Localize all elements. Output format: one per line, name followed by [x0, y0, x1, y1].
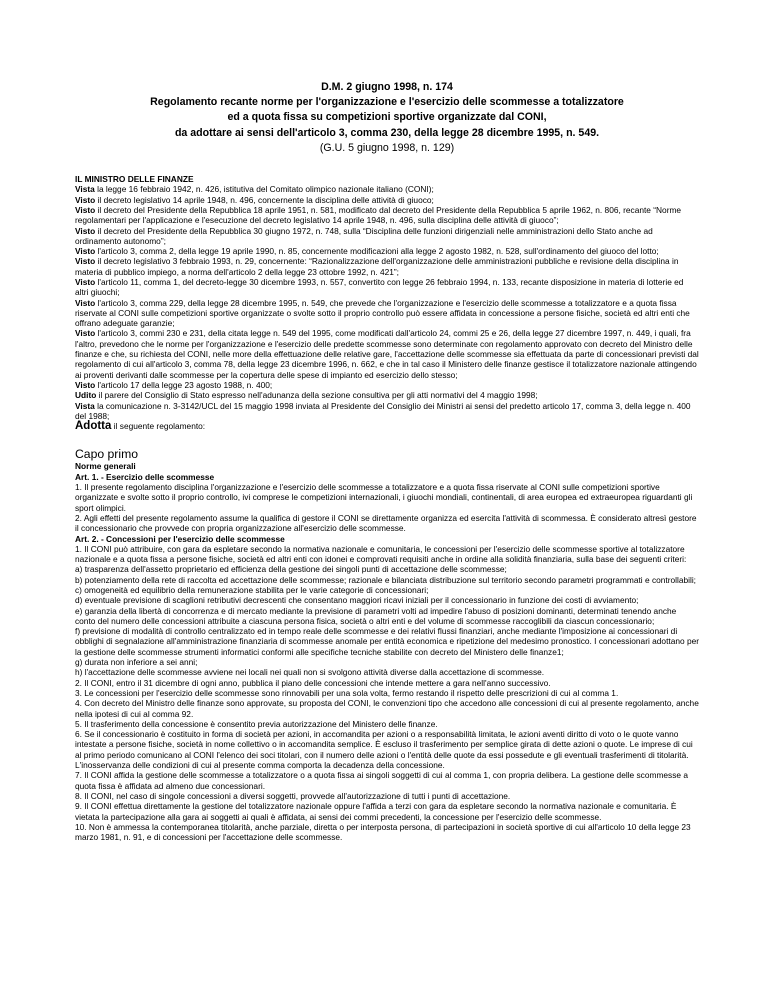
article-paragraph: 4. Con decreto del Ministro delle finanze sono approvate, su proposta del CONI, le convenzioni tipo che accedono alle concessioni di cui al presente regolamento, anche nella ipotesi di cui al comma 92.: [75, 698, 699, 719]
article-paragraph: 5. Il trasferimento della concessione è consentito previa autorizzazione del Ministero delle finanze.: [75, 718, 438, 729]
preamble-text: l'articolo 3, commi 230 e 231, della citata legge n. 549 del 1995, come modificati dall'articolo 24, commi 25 e 26, della legge 27 dicembre 1997, n. 449, i quali, fra l'altro, prevedono che le norme per l'organizzazione e l'esercizio delle predette scommesse sono determinate con regolamento approvato con decreto del Ministro delle finanze e che, su richiesta del CONI, nelle more della effettuazione delle relative gare, l'accettazione delle scommesse sia effettuata da parte di concessionari previsti dal regolamento di cui all'articolo 3, comma 78, della legge 23 dicembre 1996, n. 662, e che in tal caso il Ministero delle finanze gestisce il totalizzatore nazionale attingendo ai proventi derivanti dalle scommesse per la copertura delle spese di impianto ed esercizio dello stesso;: [75, 328, 699, 380]
preamble-text: il decreto del Presidente della Repubblica 30 giugno 1972, n. 748, sulla “Disciplina delle funzioni dirigenziali nelle amministrazioni dello Stato anche ad ordinamento autonomo”;: [75, 225, 653, 246]
preamble-text: l'articolo 3, comma 2, della legge 19 aprile 1990, n. 85, concernente modificazioni alla legge 2 agosto 1982, n. 528, sull'ordinamento del giuoco del lotto;: [95, 246, 659, 257]
adoption-keyword: Adotta: [75, 420, 112, 433]
preamble-keyword: Visto: [75, 225, 96, 236]
article-paragraph: 2. Agli effetti del presente regolamento assume la qualifica di gestore il CONI se direttamente organizza ed esercita l'attività di scommessa. È considerato altresì gestore il concessionario che provvede con propria organizzazione all'esercizio delle scommesse.: [75, 512, 697, 534]
preamble-keyword: Udito: [75, 390, 97, 401]
preamble-keyword: Visto: [75, 256, 96, 267]
article-paragraph: 10. Non è ammessa la contemporanea titolarità, anche parziale, diretta o per interposta persona, di partecipazioni in società sportive di cui all'articolo 10 della legge 23 marzo 1981, n. 91, e di concessioni per l'accettazione delle scommesse.: [75, 821, 691, 843]
document-body: [75, 174, 699, 842]
preamble-text: il parere del Consiglio di Stato espresso nell'adunanza della sezione consultiva per gli atti normativi del 4 maggio 1998;: [96, 390, 538, 401]
article-paragraph: h) l'accettazione delle scommesse avviene nei locali nei quali non si svolgono attività diverse dalla accettazione di scommesse.: [75, 667, 545, 678]
article-paragraph: b) potenziamento della rete di raccolta ed accettazione delle scommesse; razionale e bilanciata distribuzione sul territorio secondo parametri programmati e controllabili;: [75, 574, 696, 585]
preamble-keyword: Visto: [75, 297, 96, 308]
preamble-keyword: Visto: [75, 379, 96, 390]
gazette-reference: (G.U. 5 giugno 1998, n. 129): [319, 141, 455, 154]
adoption-statement: [75, 421, 699, 431]
preamble-item: [75, 184, 699, 194]
preamble-keyword: Visto: [75, 246, 96, 257]
article-paragraph: 9. Il CONI effettua direttamente la gestione del totalizzatore nazionale oppure l'affida a terzi con gara da espletare secondo la normativa nazionale e comunitaria. È vietata la partecipazione alla gara ai soggetti ai quali è affidata, ai sensi dei commi precedenti, la concessione per l'esercizio delle scommesse.: [75, 801, 677, 822]
article-1-title: Art. 1. - Esercizio delle scommesse: [75, 471, 215, 482]
decree-title-line-3: da adottare ai sensi dell'articolo 3, comma 230, della legge 28 dicembre 1995, n. 549.: [174, 126, 600, 139]
preamble-item: [75, 390, 699, 400]
article-2-title: Art. 2. - Concessioni per l'esercizio delle scommesse: [75, 533, 285, 544]
article-paragraph: 2. Il CONI, entro il 31 dicembre di ogni anno, pubblica il piano delle concessioni che intende mettere a gara nell'anno successivo.: [75, 677, 551, 688]
preamble-item: [75, 277, 699, 298]
preamble-item: [75, 401, 699, 422]
preamble-text: l'articolo 17 della legge 23 agosto 1988, n. 400;: [95, 379, 273, 390]
article-paragraph: f) previsione di modalità di controllo centralizzato ed in tempo reale delle scommesse e dei relativi flussi finanziari, anche mediante l'imposizione ai concessionari di obblighi di segnalazione all'amministrazione finanziaria di scommesse anomale per entità economica e ripetizione del medesimo pronostico. I concessionari adottano per la gestione delle scommesse strumenti informatici conformi alle specifiche tecniche stabilite con decreto del Ministero delle finanze1;: [75, 626, 700, 657]
preamble-text: l'articolo 11, comma 1, del decreto-legge 30 dicembre 1993, n. 557, convertito con legge 26 febbraio 1994, n. 133, recante disposizione in materia di lotterie ed altri giuochi;: [75, 276, 684, 298]
article-2-body: [75, 544, 699, 843]
preamble-item: [75, 328, 699, 379]
preamble-text: il decreto del Presidente della Repubblica 18 aprile 1951, n. 581, modificato dal decreto del Presidente della Repubblica 5 aprile 1962, n. 806, recante “Norme regolamentari per l'applicazione e l'esecuzione del decreto legislativo 14 aprile 1948, n. 496, sulla disciplina delle attività di giuoco”;: [75, 204, 682, 226]
preamble-keyword: Visto: [75, 276, 96, 287]
preamble-item: [75, 205, 699, 226]
decree-reference: D.M. 2 giugno 1998, n. 174: [321, 81, 453, 93]
adoption-text: il seguente regolamento:: [111, 421, 206, 432]
preamble-keyword: Vista: [75, 184, 95, 195]
article-paragraph: g) durata non inferiore a sei anni;: [75, 657, 198, 668]
article-1-body: [75, 482, 699, 533]
chapter-title: Capo primo: [75, 447, 138, 462]
preamble-item: [75, 246, 699, 256]
article-paragraph: c) omogeneità ed equilibrio della remunerazione stabilita per le varie categorie di concessionari;: [75, 585, 429, 595]
preamble-item: [75, 195, 699, 205]
preamble-keyword: Visto: [75, 328, 96, 339]
decree-title-line-1: Regolamento recante norme per l'organizzazione e l'esercizio delle scommesse a totalizzatore: [150, 96, 624, 109]
article-paragraph: d) eventuale previsione di scaglioni retributivi decrescenti che consentano maggiori ricavi iniziali per il concessionario in funzione dei costi di avviamento;: [75, 595, 639, 606]
article-paragraph: a) trasparenza dell'assetto proprietario ed efficienza della gestione dei singoli punti di accettazione delle scommesse;: [75, 564, 507, 575]
preamble-item: [75, 298, 699, 329]
chapter-subtitle: Norme generali: [75, 461, 136, 472]
preamble-text: l'articolo 3, comma 229, della legge 28 dicembre 1995, n. 549, che prevede che l'organizzazione e l'esercizio delle scommesse a totalizzatore e a quota fissa riservate al CONI sulle competizioni sportive organizzate o svolte sotto il proprio controllo può essere affidata in concessione a persone fisiche, società ed altri enti che offrano adeguate garanzie;: [75, 297, 690, 329]
minister-heading: IL MINISTRO DELLE FINANZE: [75, 174, 194, 185]
preamble-item: [75, 226, 699, 247]
preamble-keyword: Visto: [75, 204, 96, 215]
article-paragraph: 7. Il CONI affida la gestione delle scommesse a totalizzatore o a quota fissa ai singoli soggetti di cui al comma 1, con propria delibera. La gestione delle scommesse a quota fissa è affidata ad almeno due concessionari.: [75, 770, 688, 791]
preamble-item: [75, 380, 699, 390]
preamble-item: [75, 256, 699, 277]
article-paragraph: 6. Se il concessionario è costituito in forma di società per azioni, in accomandita per azioni o a responsabilità limitata, le azioni aventi diritto di voto o le quote vanno intestate a persone fisiche, società in nome collettivo o in accomandita semplice. È escluso il trasferimento per semplice girata di dette azioni o quote. Le imprese di cui al primo periodo comunicano al CONI l'elenco dei soci titolari, con il numero delle azioni o l'entità delle quote da essi possedute e gli eventuali trasferimenti di titolarità. L'inosservanza delle condizioni di cui al presente comma comporta la decadenza della concessione.: [75, 729, 693, 771]
preamble: [75, 184, 699, 421]
preamble-text: il decreto legislativo 3 febbraio 1993, n. 29, concernente: “Razionalizzazione dell'organizzazione delle amministrazioni pubbliche e revisione della disciplina in materia di pubblico impiego, a norma dell'articolo 2 della legge 23 ottobre 1992, n. 421”;: [75, 256, 679, 277]
article-paragraph: 3. Le concessioni per l'esercizio delle scommesse sono rinnovabili per una sola volta, fermo restando il rispetto delle prescrizioni di cui al comma 1.: [75, 687, 619, 698]
preamble-text: la legge 16 febbraio 1942, n. 426, istitutiva del Comitato olimpico nazionale italiano (CONI);: [94, 184, 434, 195]
article-paragraph: 1. Il CONI può attribuire, con gara da espletare secondo la normativa nazionale e comunitaria, le concessioni per l'esercizio delle scommesse sportive al totalizzatore nazionale e a quota fissa a persone fisiche, società ed altri enti con idonei e comprovati requisiti anche in ordine alla solidità finanziaria, sulla base dei seguenti criteri:: [75, 543, 687, 565]
decree-title-line-2: ed a quota fissa su competizioni sportive organizzate dal CONI,: [227, 111, 547, 124]
preamble-text: la comunicazione n. 3-3142/UCL del 15 maggio 1998 inviata al Presidente del Consiglio dei Ministri ai sensi del predetto articolo 17, comma 3, della legge n. 400 del 1988;: [75, 400, 691, 421]
article-paragraph: e) garanzia della libertà di concorrenza e di mercato mediante la previsione di parametri volti ad impedire l'abuso di posizioni dominanti, determinati tenendo anche conto del numero delle concessioni attribuite a ciascuna persona fisica, società o altri enti e del volume di scommesse raccoglibili da ciascun concessionario;: [75, 605, 677, 626]
preamble-keyword: Visto: [75, 194, 96, 205]
document-header: [75, 80, 699, 156]
article-paragraph: 1. Il presente regolamento disciplina l'organizzazione e l'esercizio delle scommesse a totalizzatore e a quota fissa riservate al CONI sulle competizioni sportive organizzate e svolte sotto il proprio controllo, ivi comprese le competizioni internazionali, i giuochi mondiali, continentali, di area europea ed extraeuropea riguardanti gli sport olimpici.: [75, 482, 693, 513]
preamble-text: il decreto legislativo 14 aprile 1948, n. 496, concernente la disciplina delle attività di giuoco;: [95, 194, 434, 205]
article-paragraph: 8. Il CONI, nel caso di singole concessioni a diversi soggetti, provvede all'autorizzazione di tutti i punti di accettazione.: [75, 790, 511, 801]
preamble-keyword: Vista: [75, 400, 95, 411]
